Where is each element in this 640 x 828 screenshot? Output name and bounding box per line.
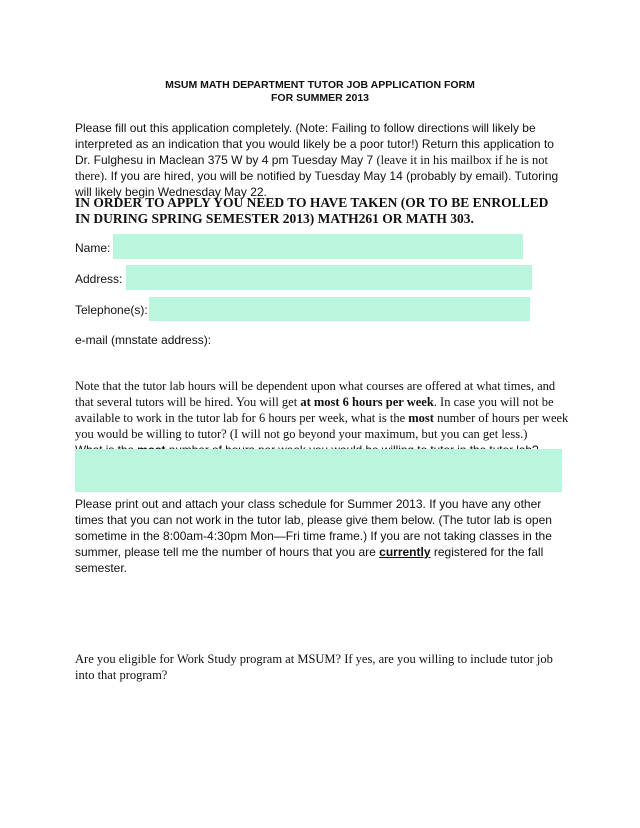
max-hours-field[interactable]: [75, 449, 562, 492]
instructions-paragraph: [75, 120, 565, 200]
schedule-text-a: Please print out and attach your class schedule for Summer 2013. If you have any other times that you can not work in the tutor lab, please give them below. (The tutor lab is open sometime in the 8:00am-4:30pm Mon—Fri time frame.) If you are not taking classes in the summer, please tell me the number of hours that you are: [75, 497, 552, 559]
email-label: e-mail (mnstate address):: [75, 333, 212, 347]
schedule-text-c: registered for the fall semester.: [75, 545, 544, 575]
form-subtitle: FOR SUMMER 2013: [270, 92, 370, 104]
telephone-field[interactable]: [149, 297, 530, 321]
form-title: MSUM MATH DEPARTMENT TUTOR JOB APPLICATION FORM: [165, 79, 475, 91]
hours-text-c: . In case you will not be available to work in the tutor lab for 6 hours per week, what is the: [75, 395, 554, 425]
name-label: Name:: [75, 241, 111, 255]
address-label: Address:: [75, 272, 123, 286]
hours-text-a: Note that the tutor lab hours will be dependent upon what courses are offered at what times, and that several tutors will be hired. You will get: [75, 379, 556, 409]
requirement-notice: IN ORDER TO APPLY YOU NEED TO HAVE TAKEN (OR TO BE ENROLLED IN DURING SPRING SEMESTER 2013) MATH261 OR MATH 303.: [75, 195, 549, 226]
telephone-label: Telephone(s):: [75, 303, 148, 317]
schedule-text-b: currently: [379, 545, 431, 559]
instructions-text-3: If you are hired, you will be notified by Tuesday May 14 (probably by email). Tutoring will likely begin Wednesday May 22.: [75, 169, 559, 199]
hours-text-e: number of hours per week you would be willing to tutor? (I will not go beyond your maximum, but you can get less.): [75, 411, 569, 441]
work-study-question: Are you eligible for Work Study program at MSUM? If yes, are you willing to include tutor job into that program?: [75, 652, 553, 682]
instructions-text-2: (leave it in his mailbox if he is not there).: [75, 153, 548, 183]
address-field[interactable]: [126, 265, 532, 290]
hours-text-d: most: [408, 411, 434, 425]
schedule-paragraph: [75, 496, 565, 576]
name-field[interactable]: [113, 234, 523, 259]
tutor-hours-paragraph: [75, 378, 570, 458]
hours-text-b: at most 6 hours per week: [300, 395, 434, 409]
instructions-text-1: Please fill out this application completely. (Note: Failing to follow directions will likely be interpreted as an indication that you would likely be a poor tutor!) Return this application to Dr. Fulghesu in Maclean 375 W by 4 pm Tuesday May 7: [75, 121, 554, 167]
